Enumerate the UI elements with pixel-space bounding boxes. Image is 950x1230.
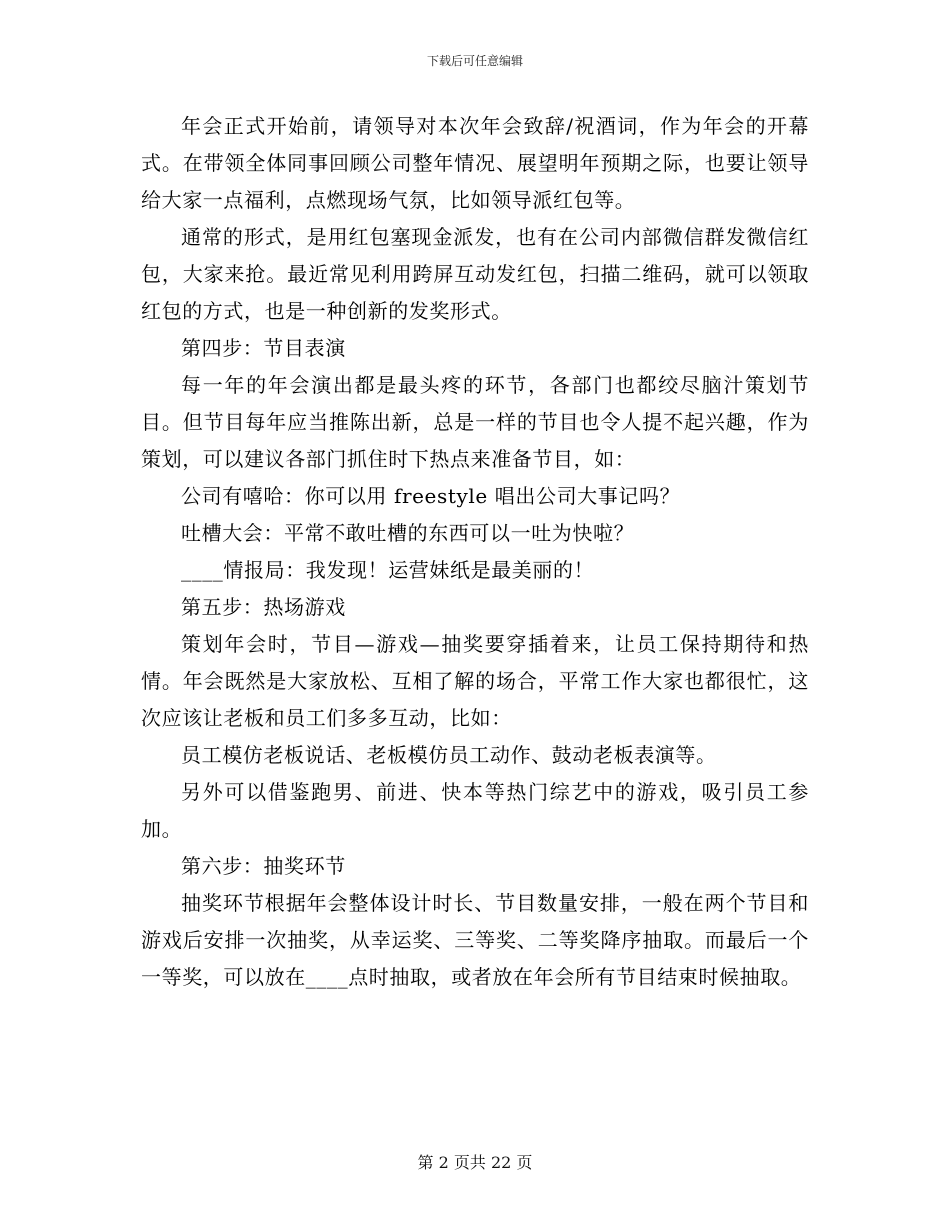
list-item-roast: 吐槽大会：平常不敢吐槽的东西可以一吐为快啦？	[181, 521, 635, 545]
heading-step-five: 第五步：热场游戏	[181, 595, 346, 619]
paragraph-opening-speech: 年会正式开始前，请领导对本次年会致辞/祝酒词，作为年会的开幕式。在带领全体同事回顾公司整年情况、展望明年预期之际，也要让领导给大家一点福利，点燃现场气氛，比如领导派红包等。	[141, 114, 809, 212]
list-item-imitation: 员工模仿老板说话、老板模仿员工动作、鼓动老板表演等。	[181, 743, 717, 767]
heading-step-four: 第四步：节目表演	[181, 336, 346, 360]
list-item-intelligence: ____情报局：我发现！运营妹纸是最美丽的！	[181, 558, 595, 582]
page-footer: 第 2 页共 22 页	[417, 1153, 533, 1172]
heading-step-six: 第六步：抽奖环节	[181, 854, 346, 878]
paragraph-performances: 每一年的年会演出都是最头疼的环节，各部门也都绞尽脑汁策划节目。但节目每年应当推陈出新，总是一样的节目也令人提不起兴趣，作为策划，可以建议各部门抓住时下热点来准备节目，如：	[141, 373, 809, 471]
paragraph-lottery: 抽奖环节根据年会整体设计时长、节目数量安排，一般在两个节目和游戏后安排一次抽奖，从幸运奖、三等奖、二等奖降序抽取。而最后一个一等奖，可以放在____点时抽取，或者放在年会所有节目结束时候抽取。	[141, 891, 809, 989]
list-item-hiphop: 公司有嘻哈：你可以用 freestyle 唱出公司大事记吗？	[181, 484, 681, 508]
paragraph-red-envelope: 通常的形式，是用红包塞现金派发，也有在公司内部微信群发微信红包，大家来抢。最近常见利用跨屏互动发红包，扫描二维码，就可以领取红包的方式，也是一种创新的发奖形式。	[141, 225, 809, 323]
page-header: 下载后可任意编辑	[426, 54, 523, 68]
paragraph-variety-games: 另外可以借鉴跑男、前进、快本等热门综艺中的游戏，吸引员工参加。	[141, 780, 809, 841]
paragraph-games: 策划年会时，节目—游戏—抽奖要穿插着来，让员工保持期待和热情。年会既然是大家放松、互相了解的场合，平常工作大家也都很忙，这次应该让老板和员工们多多互动，比如：	[141, 632, 809, 730]
document-body	[141, 108, 809, 996]
